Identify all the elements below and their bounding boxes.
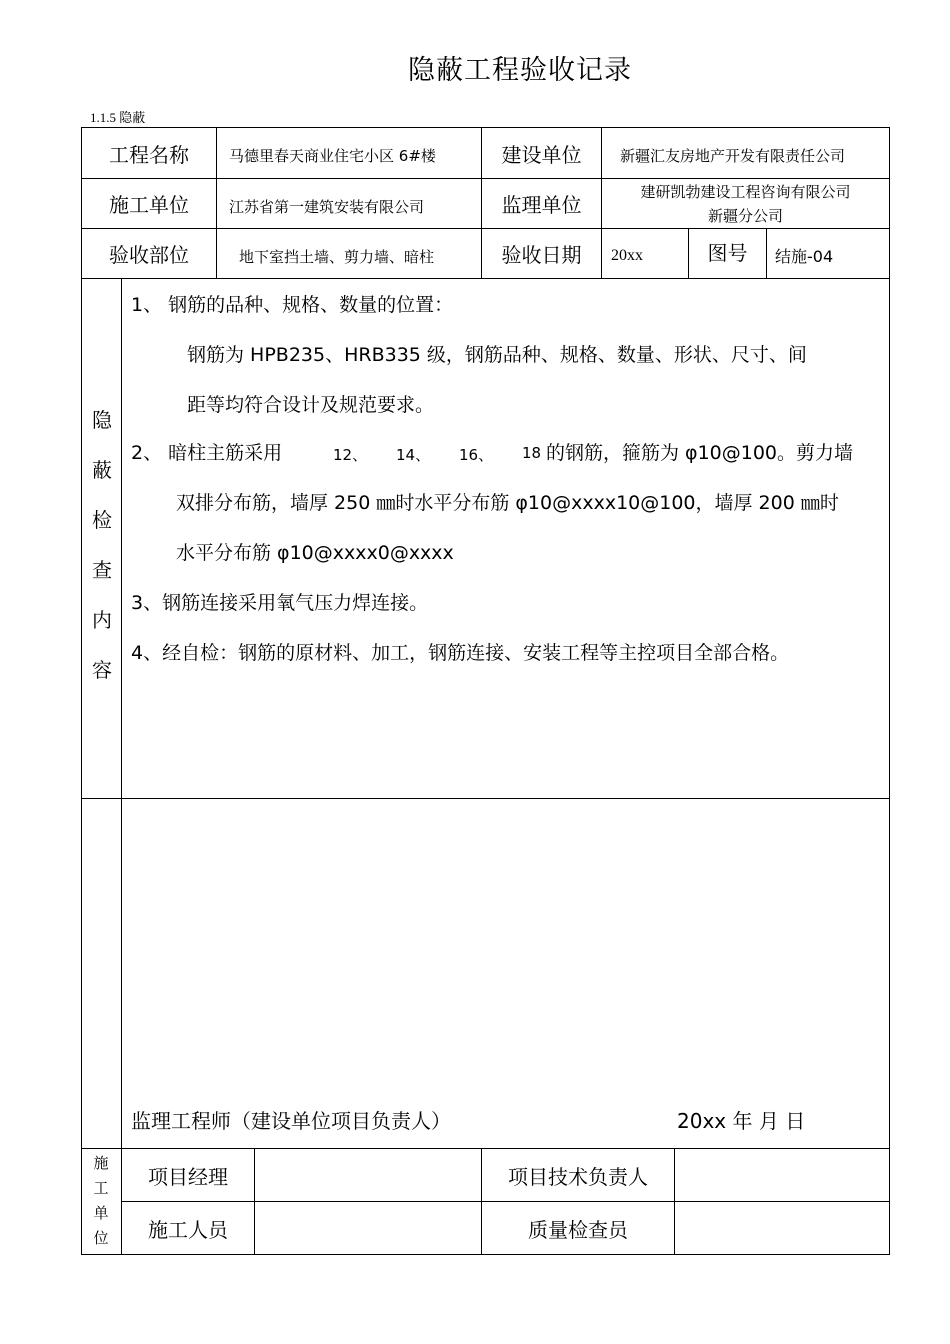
col-divider bbox=[121, 278, 122, 1255]
supervisor-line1: 建研凯勃建设工程咨询有限公司 bbox=[640, 182, 851, 201]
item1-heading: 1、 钢筋的品种、规格、数量的位置： bbox=[131, 294, 454, 316]
table-border-left bbox=[81, 127, 82, 1255]
page-title: 隐蔽工程验收记录 bbox=[408, 55, 632, 86]
location-value: 地下室挡土墙、剪力墙、暗柱 bbox=[239, 248, 435, 266]
contractor-label: 施工单位 bbox=[109, 193, 189, 217]
supervisor-label: 监理单位 bbox=[501, 193, 582, 217]
contractor-value: 江苏省第一建筑安装有限公司 bbox=[229, 198, 425, 216]
supervisor-line2: 新疆分公司 bbox=[707, 206, 783, 225]
item2-size: 14、 bbox=[396, 446, 431, 464]
row-divider bbox=[81, 798, 890, 799]
section-number: 1.1.5 隐蔽 bbox=[90, 110, 146, 125]
inspection-side-label bbox=[83, 395, 121, 695]
supervisor-signer-label: 监理工程师（建设单位项目负责人） bbox=[131, 1109, 451, 1133]
item2-line3: 水平分布筋 φ10@xxxx0@xxxx bbox=[176, 542, 454, 564]
side-char: 蔽 bbox=[92, 458, 112, 482]
side-char: 内 bbox=[92, 608, 112, 632]
side-char: 位 bbox=[93, 1229, 109, 1247]
row-divider bbox=[81, 278, 890, 279]
owner-label: 建设单位 bbox=[501, 142, 582, 167]
item2-line2: 双排分布筋，墙厚 250 ㎜时水平分布筋 φ10@xxxx10@100，墙厚 200 ㎜时 bbox=[176, 492, 839, 514]
table-border-bottom bbox=[81, 1254, 890, 1255]
tech-lead-signature[interactable] bbox=[675, 1149, 889, 1201]
side-char: 容 bbox=[92, 658, 112, 682]
worker-label: 施工人员 bbox=[148, 1217, 228, 1242]
project-name-label: 工程名称 bbox=[109, 142, 189, 167]
construction-side-label bbox=[82, 1151, 120, 1251]
drawing-label: 图号 bbox=[707, 241, 748, 265]
project-manager-signature[interactable] bbox=[255, 1149, 481, 1201]
signature-date: 20xx 年 月 日 bbox=[677, 1109, 806, 1133]
item1-line1: 钢筋为 HPB235、HRB335 级，钢筋品种、规格、数量、形状、尺寸、间 bbox=[187, 344, 807, 366]
supervisor-value bbox=[602, 179, 889, 228]
item2-size: 18 bbox=[522, 444, 542, 462]
date-value: 20xx bbox=[611, 246, 643, 264]
date-label: 验收日期 bbox=[501, 243, 582, 267]
item2-suffix: 的钢筋，箍筋为 φ10@100。剪力墙 bbox=[546, 442, 854, 464]
item2-size: 12、 bbox=[333, 446, 368, 464]
side-char: 查 bbox=[92, 558, 112, 582]
item2-size: 16、 bbox=[459, 446, 494, 464]
owner-value: 新疆汇友房地产开发有限责任公司 bbox=[620, 146, 846, 165]
item2-prefix: 2、 暗柱主筋采用 bbox=[131, 442, 283, 464]
table-border-right bbox=[889, 127, 890, 1255]
project-name-value: 马德里春天商业住宅小区 6#楼 bbox=[229, 146, 436, 165]
worker-signature[interactable] bbox=[255, 1202, 481, 1254]
side-char: 检 bbox=[92, 508, 112, 532]
item1-line2: 距等均符合设计及规范要求。 bbox=[187, 394, 435, 416]
side-char: 隐 bbox=[92, 408, 112, 432]
side-char: 施 bbox=[93, 1154, 109, 1172]
qc-inspector-signature[interactable] bbox=[675, 1202, 889, 1254]
qc-inspector-label: 质量检查员 bbox=[528, 1217, 628, 1242]
project-manager-label: 项目经理 bbox=[148, 1164, 228, 1189]
tech-lead-label: 项目技术负责人 bbox=[508, 1164, 648, 1189]
location-label: 验收部位 bbox=[109, 243, 189, 267]
item3: 3、钢筋连接采用氧气压力焊连接。 bbox=[131, 592, 429, 614]
side-char: 工 bbox=[93, 1179, 109, 1197]
item4: 4、经自检：钢筋的原材料、加工，钢筋连接、安装工程等主控项目全部合格。 bbox=[131, 642, 790, 664]
drawing-value: 结施-04 bbox=[775, 247, 834, 266]
side-char: 单 bbox=[93, 1204, 109, 1222]
